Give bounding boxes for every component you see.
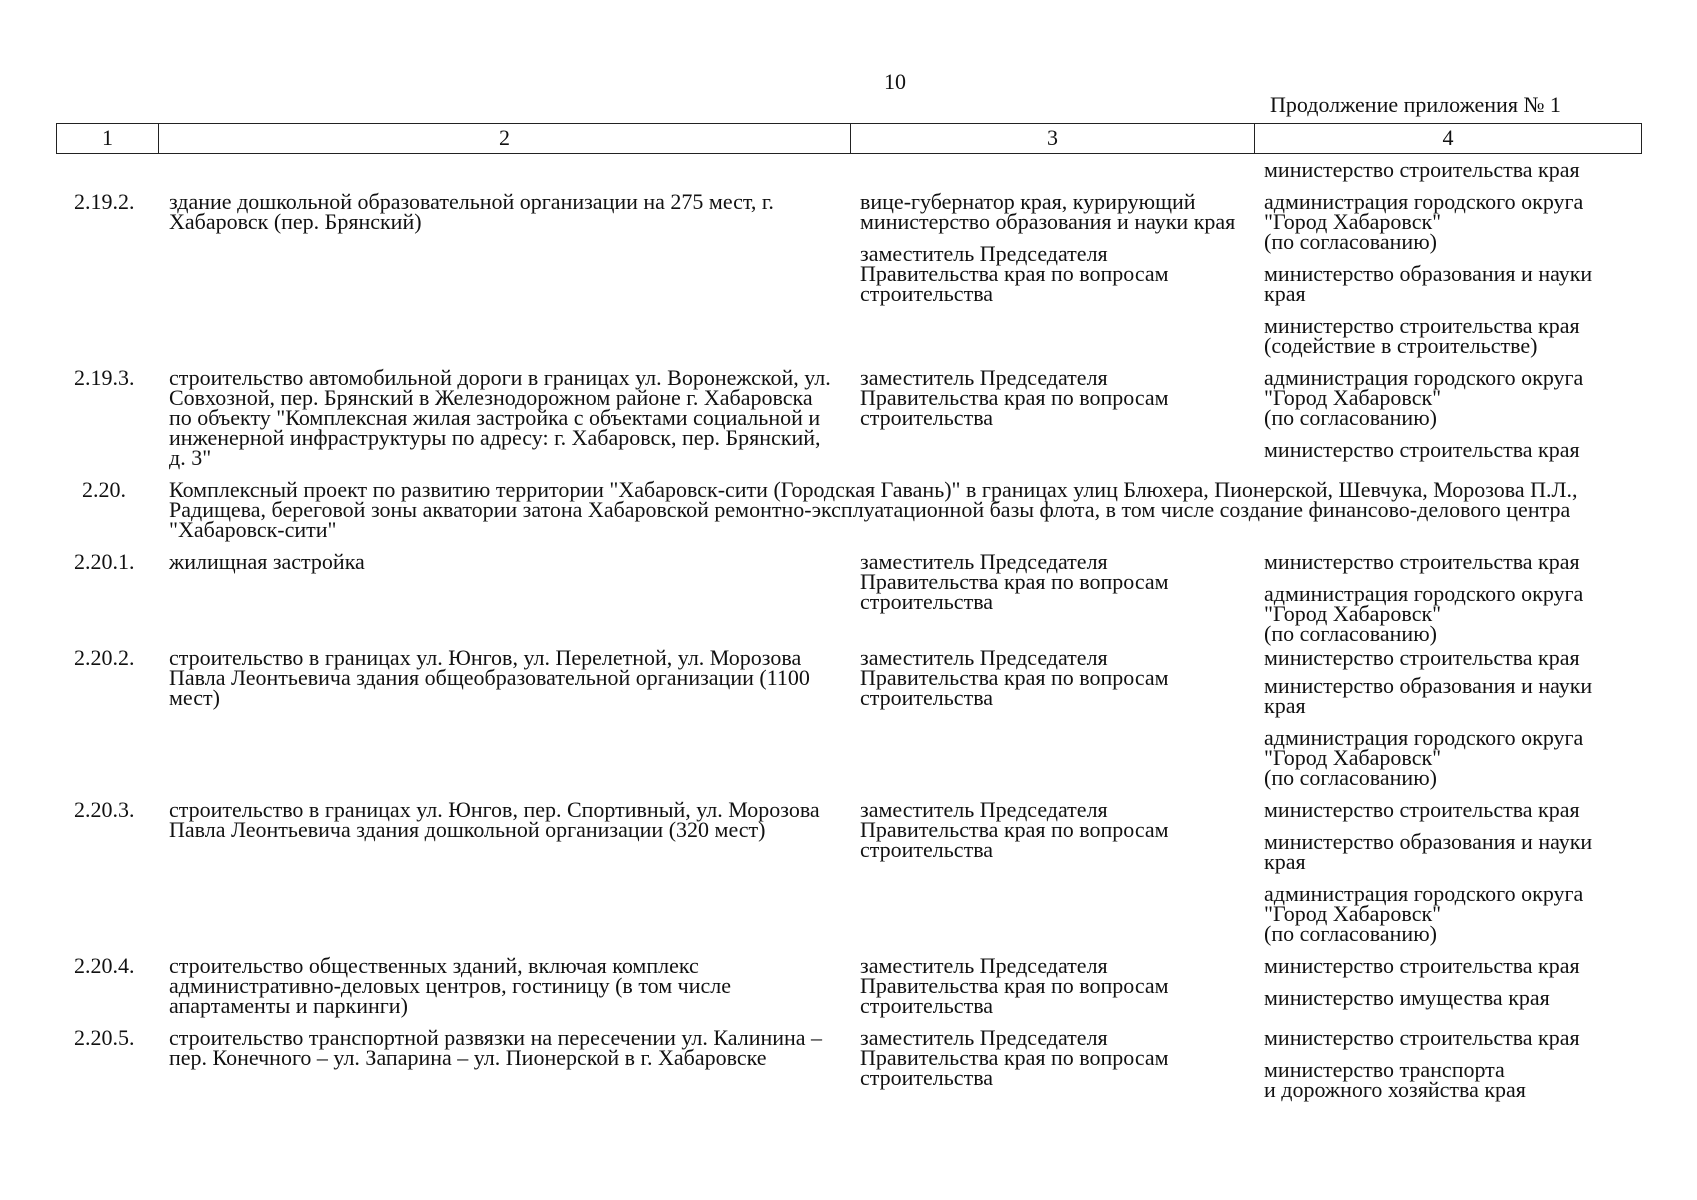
- column-header-2: 2: [159, 124, 851, 153]
- responsible-body: администрация городского округа "Город Хабаровск" (по согласованию): [1264, 189, 1584, 254]
- table-row: [56, 1025, 1642, 1102]
- responsible-body: министерство строительства края: [1264, 953, 1580, 978]
- column-header-1: 1: [57, 124, 159, 153]
- continuation-label: Продолжение приложения № 1: [1270, 92, 1561, 117]
- table-row: [56, 477, 1642, 542]
- responsible-body: администрация городского округа "Город Хабаровск" (по согласованию): [1264, 365, 1584, 430]
- responsible-body: администрация городского округа "Город Хабаровск" (по согласованию): [1264, 725, 1584, 790]
- responsible-body: министерство строительства края: [1264, 645, 1580, 670]
- row-number: 2.20.1.: [74, 549, 135, 574]
- column-header-row: [56, 123, 1642, 154]
- row-description: здание дошкольной образовательной организации на 275 мест, г. Хабаровск (пер. Брянский): [169, 189, 774, 234]
- row-number: 2.20.4.: [74, 953, 135, 978]
- table-row: [56, 645, 1642, 790]
- table-row: [56, 157, 1642, 182]
- row-number: 2.19.3.: [74, 365, 135, 390]
- row-number: 2.20.: [82, 477, 126, 502]
- row-number: 2.20.3.: [74, 797, 135, 822]
- table-row: [56, 549, 1642, 646]
- row-description: жилищная застройка: [169, 549, 365, 574]
- curator: заместитель Председателя Правительства края по вопросам строительства: [860, 365, 1169, 430]
- curator: заместитель Председателя Правительства края по вопросам строительства: [860, 645, 1169, 710]
- curator: заместитель Председателя Правительства края по вопросам строительства: [860, 1025, 1169, 1090]
- row-number: 2.20.5.: [74, 1025, 135, 1050]
- curator: заместитель Председателя Правительства края по вопросам строительства: [860, 241, 1169, 306]
- table-row: [56, 953, 1642, 1018]
- responsible-body: министерство образования и науки края: [1264, 829, 1593, 874]
- column-header-4: 4: [1442, 125, 1454, 150]
- responsible-body: министерство строительства края: [1264, 1025, 1580, 1050]
- responsible-body: министерство транспорта и дорожного хозяйства края: [1264, 1057, 1526, 1102]
- responsible-body: министерство имущества края: [1264, 985, 1550, 1010]
- row-description: строительство транспортной развязки на пересечении ул. Калинина – пер. Конечного – ул. Запарина – ул. Пионерской в г. Хабаровске: [169, 1025, 823, 1070]
- responsible-body: министерство строительства края: [1264, 797, 1580, 822]
- table-row: [56, 189, 1642, 358]
- responsible-body: министерство строительства края: [1264, 549, 1580, 574]
- responsible-body: министерство строительства края (содействие в строительстве): [1264, 313, 1580, 358]
- curator: вице-губернатор края, курирующий министерство образования и науки края: [860, 189, 1236, 234]
- table-row: [56, 797, 1642, 946]
- responsible-body: администрация городского округа "Город Хабаровск" (по согласованию): [1264, 581, 1584, 646]
- page-number: 10: [884, 69, 906, 94]
- table-row: [56, 365, 1642, 470]
- responsible-body: министерство строительства края: [1264, 157, 1580, 182]
- row-description: строительство автомобильной дороги в границах ул. Воронежской, ул. Совхозной, пер. Брянский в Железнодорожном районе г. Хабаровска по объекту "Комплексная жилая застройка с объектами социальной и инженерной инфраструктуры по адресу: г. Хабаровск, пер. Брянский, д. 3": [169, 365, 831, 470]
- responsible-body: министерство строительства края: [1264, 437, 1580, 462]
- row-description: строительство общественных зданий, включая комплекс административно-деловых центров, гостиницу (в том числе апартаменты и паркинги): [169, 953, 731, 1018]
- responsible-body: администрация городского округа "Город Хабаровск" (по согласованию): [1264, 881, 1584, 946]
- curator: заместитель Председателя Правительства края по вопросам строительства: [860, 797, 1169, 862]
- row-description: строительство в границах ул. Юнгов, ул. Перелетной, ул. Морозова Павла Леонтьевича здания общеобразовательной организации (1100 мест): [169, 645, 810, 710]
- curator: заместитель Председателя Правительства края по вопросам строительства: [860, 549, 1169, 614]
- row-number: 2.19.2.: [74, 189, 135, 214]
- responsible-body: министерство образования и науки края: [1264, 261, 1593, 306]
- responsible-body: министерство образования и науки края: [1264, 673, 1593, 718]
- column-header-3: 3: [851, 124, 1255, 153]
- row-number: 2.20.2.: [74, 645, 135, 670]
- curator: заместитель Председателя Правительства края по вопросам строительства: [860, 953, 1169, 1018]
- row-description: Комплексный проект по развитию территории "Хабаровск-сити (Городская Гавань)" в границах улиц Блюхера, Пионерской, Шевчука, Морозова П.Л., Радищева, береговой зоны акватории затона Хабаровской ремонтно-эксплуатационной базы флота, в том числе создание финансово-делового центра "Хабаровск-сити": [169, 477, 1578, 542]
- table-body: [56, 157, 1642, 1102]
- row-description: строительство в границах ул. Юнгов, пер. Спортивный, ул. Морозова Павла Леонтьевича здания дошкольной организации (320 мест): [169, 797, 820, 842]
